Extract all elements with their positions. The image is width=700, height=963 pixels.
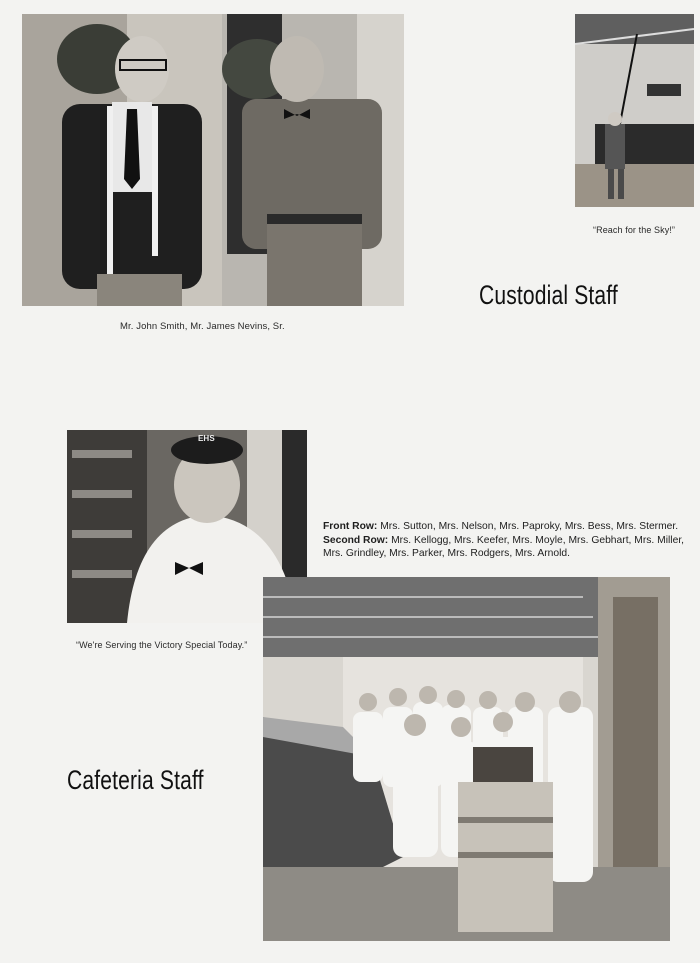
cafeteria-staff-title: Cafeteria Staff <box>67 765 204 795</box>
cafeteria-photo-caption: “We're Serving the Victory Special Today.” <box>76 640 248 650</box>
cafeteria-group-photo <box>263 577 670 941</box>
side-photo-caption: “Reach for the Sky!” <box>593 225 676 235</box>
custodial-staff-photo <box>22 14 404 306</box>
second-row-names: Mrs. Kellogg, Mrs. Keefer, Mrs. Moyle, Mrs. Gebhart, Mrs. Miller, Mrs. Grindley, Mrs. Parker, Mrs. Rodgers, Mrs. Arnold. <box>323 534 685 560</box>
front-row-label: Front Row: <box>323 521 378 532</box>
front-row-names: Mrs. Sutton, Mrs. Nelson, Mrs. Paproky, Mrs. Bess, Mrs. Stermer. <box>380 521 679 532</box>
custodial-staff-title: Custodial Staff <box>479 280 618 310</box>
second-row-label: Second Row: <box>323 534 389 546</box>
cafeteria-staff-names <box>323 520 693 561</box>
custodial-photo-caption: Mr. John Smith, Mr. James Nevins, Sr. <box>120 321 285 332</box>
cafeteria-hat-text: EHS <box>198 434 215 443</box>
gym-ceiling-photo <box>575 14 694 207</box>
